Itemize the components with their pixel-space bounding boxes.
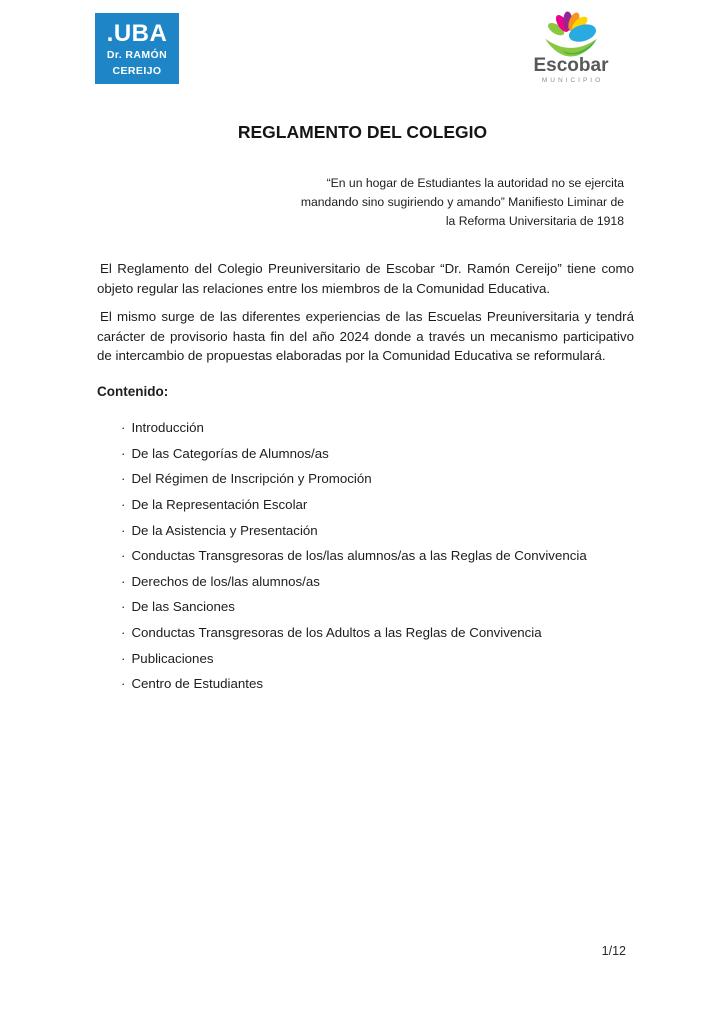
quote-line: mandando sino sugiriendo y amando” Manifiesto Liminar de [300, 195, 624, 209]
toc-item-label: Derechos de los/las alumnos/as [131, 573, 320, 589]
toc-item-regimen [121, 466, 587, 492]
epigraph-quote [244, 174, 624, 231]
bullet-icon: · [121, 599, 126, 615]
document-title: REGLAMENTO DEL COLEGIO [237, 122, 488, 142]
uba-name-line2: CEREIJO [112, 64, 162, 77]
body-paragraph-2: El mismo surge de las diferentes experiencias de las Escuelas Preuniversitaria y tendrá carácter de provisorio hasta fin del año 2024 donde a través un mecanismo participativo de intercambio de propuestas elaboradas por la Comunidad Educativa se reformulará. [97, 309, 634, 363]
toc-item-derechos [121, 569, 587, 595]
uba-name-line1: Dr. RAMÓN [106, 49, 168, 61]
toc-item-label: Publicaciones [131, 650, 214, 666]
toc-item-label: De las Categorías de Alumnos/as [131, 445, 329, 461]
toc-item-conductas-adultos [121, 620, 587, 646]
bullet-icon: · [121, 420, 126, 436]
toc-item-conductas-alumnos [121, 543, 587, 569]
quote-line: la Reforma Universitaria de 1918 [445, 214, 624, 228]
uba-logo [95, 13, 179, 84]
contents-heading: Contenido: [97, 384, 169, 399]
toc-item-sanciones [121, 594, 587, 620]
bullet-icon: · [121, 548, 126, 564]
bullet-icon: · [121, 650, 126, 666]
uba-brand-text: .UBA [106, 20, 168, 47]
bullet-icon: · [121, 625, 126, 641]
toc-item-label: De las Sanciones [131, 599, 235, 615]
toc-item-label: Centro de Estudiantes [131, 676, 264, 692]
escobar-municipio-logo [529, 11, 613, 84]
toc-item-representacion [121, 492, 587, 518]
escobar-wordmark: Escobar [533, 55, 609, 76]
toc-item-asistencia [121, 517, 587, 543]
toc-item-label: Conductas Transgresoras de los Adultos a las Reglas de Convivencia [131, 625, 542, 641]
bullet-icon: · [121, 676, 126, 692]
escobar-subtitle: MUNICIPIO [541, 77, 604, 84]
toc-item-introduccion [121, 415, 587, 441]
escobar-flower-icon [529, 11, 613, 57]
toc-item-categorias [121, 441, 587, 467]
toc-item-label: Del Régimen de Inscripción y Promoción [131, 471, 372, 487]
toc-item-label: De la Asistencia y Presentación [131, 522, 318, 538]
toc-item-publicaciones [121, 645, 587, 671]
bullet-icon: · [121, 522, 126, 538]
bullet-icon: · [121, 573, 126, 589]
contents-list [121, 415, 587, 697]
toc-item-label: Introducción [131, 420, 204, 436]
page-number: 1/12 [601, 944, 626, 958]
toc-item-label: De la Representación Escolar [131, 497, 308, 513]
bullet-icon: · [121, 497, 126, 513]
bullet-icon: · [121, 445, 126, 461]
toc-item-label: Conductas Transgresoras de los/las alumnos/as a las Reglas de Convivencia [131, 548, 587, 564]
quote-line: “En un hogar de Estudiantes la autoridad no se ejercita [326, 176, 624, 190]
bullet-icon: · [121, 471, 126, 487]
toc-item-centro-estudiantes [121, 671, 587, 697]
body-paragraph-1: El Reglamento del Colegio Preuniversitario de Escobar “Dr. Ramón Cereijo” tiene como objeto regular las relaciones entre los miembros de la Comunidad Educativa. [97, 261, 634, 296]
